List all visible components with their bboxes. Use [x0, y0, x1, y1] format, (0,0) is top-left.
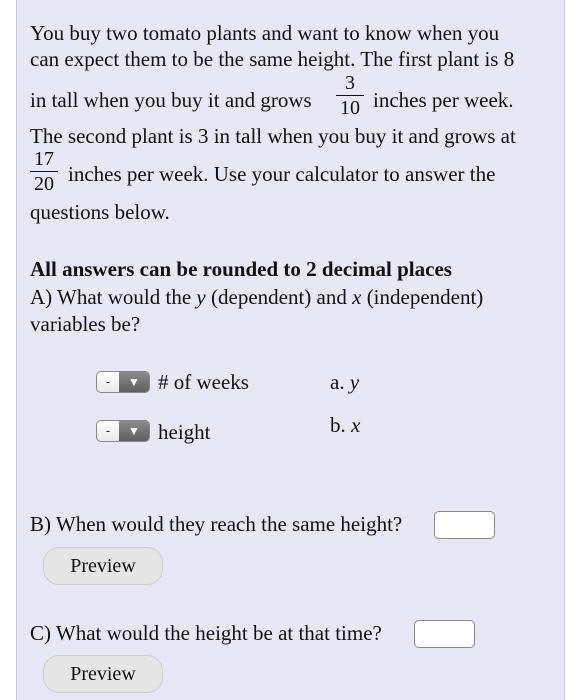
match-label-height: height	[158, 420, 211, 444]
option-b	[330, 412, 360, 438]
chevron-down-icon: ▼	[119, 421, 149, 441]
fraction-bar	[30, 171, 58, 172]
question-line-2: can expect them to be the same height. The first plant is 8	[30, 47, 515, 71]
option-a	[330, 369, 359, 395]
option-letter: a.	[330, 370, 345, 394]
part-a-line-2: variables be?	[30, 312, 141, 336]
var-x: x	[352, 285, 362, 309]
part-a-line-1	[30, 284, 483, 310]
var-y: y	[196, 285, 206, 309]
match-select-height[interactable]	[96, 420, 150, 442]
match-label-weeks: # of weeks	[158, 370, 249, 394]
fraction-numerator: 17	[34, 148, 54, 170]
fraction-denominator: 10	[340, 97, 360, 119]
option-var: y	[349, 370, 360, 394]
part-a-prefix: A) What would the	[30, 285, 192, 309]
question-line-4: The second plant is 3 in tall when you buy it and grows at	[30, 124, 516, 148]
fraction-denominator: 20	[34, 173, 54, 195]
part-c-question: C) What would the height be at that time?	[30, 621, 382, 645]
question-line-3a: in tall when you buy it and grows	[30, 88, 312, 112]
part-a-mid-2: (independent)	[366, 285, 484, 309]
fraction-17-20	[30, 148, 58, 195]
select-value: -	[105, 423, 111, 438]
option-var: x	[351, 413, 361, 437]
question-line-3b: inches per week.	[373, 88, 514, 112]
option-letter: b.	[330, 413, 346, 437]
part-b-preview-button[interactable]: Preview	[43, 547, 163, 585]
part-b-question: B) When would they reach the same height?	[30, 512, 403, 536]
part-a-mid-1: (dependent) and	[211, 285, 347, 309]
question-line-1: You buy two tomato plants and want to know when you	[30, 21, 500, 45]
fraction-numerator: 3	[345, 72, 355, 94]
part-b-answer-input[interactable]	[434, 511, 495, 539]
question-line-5: inches per week. Use your calculator to answer the	[68, 162, 496, 186]
chevron-down-icon: ▼	[119, 372, 149, 392]
part-c-answer-input[interactable]	[414, 620, 475, 648]
rounding-instruction: All answers can be rounded to 2 decimal places	[30, 257, 452, 281]
part-c-preview-button[interactable]: Preview	[43, 655, 163, 693]
fraction-bar	[336, 95, 364, 96]
select-value: -	[105, 374, 111, 389]
match-select-weeks[interactable]	[96, 371, 150, 393]
fraction-3-10	[336, 72, 364, 119]
question-line-6: questions below.	[30, 200, 170, 224]
